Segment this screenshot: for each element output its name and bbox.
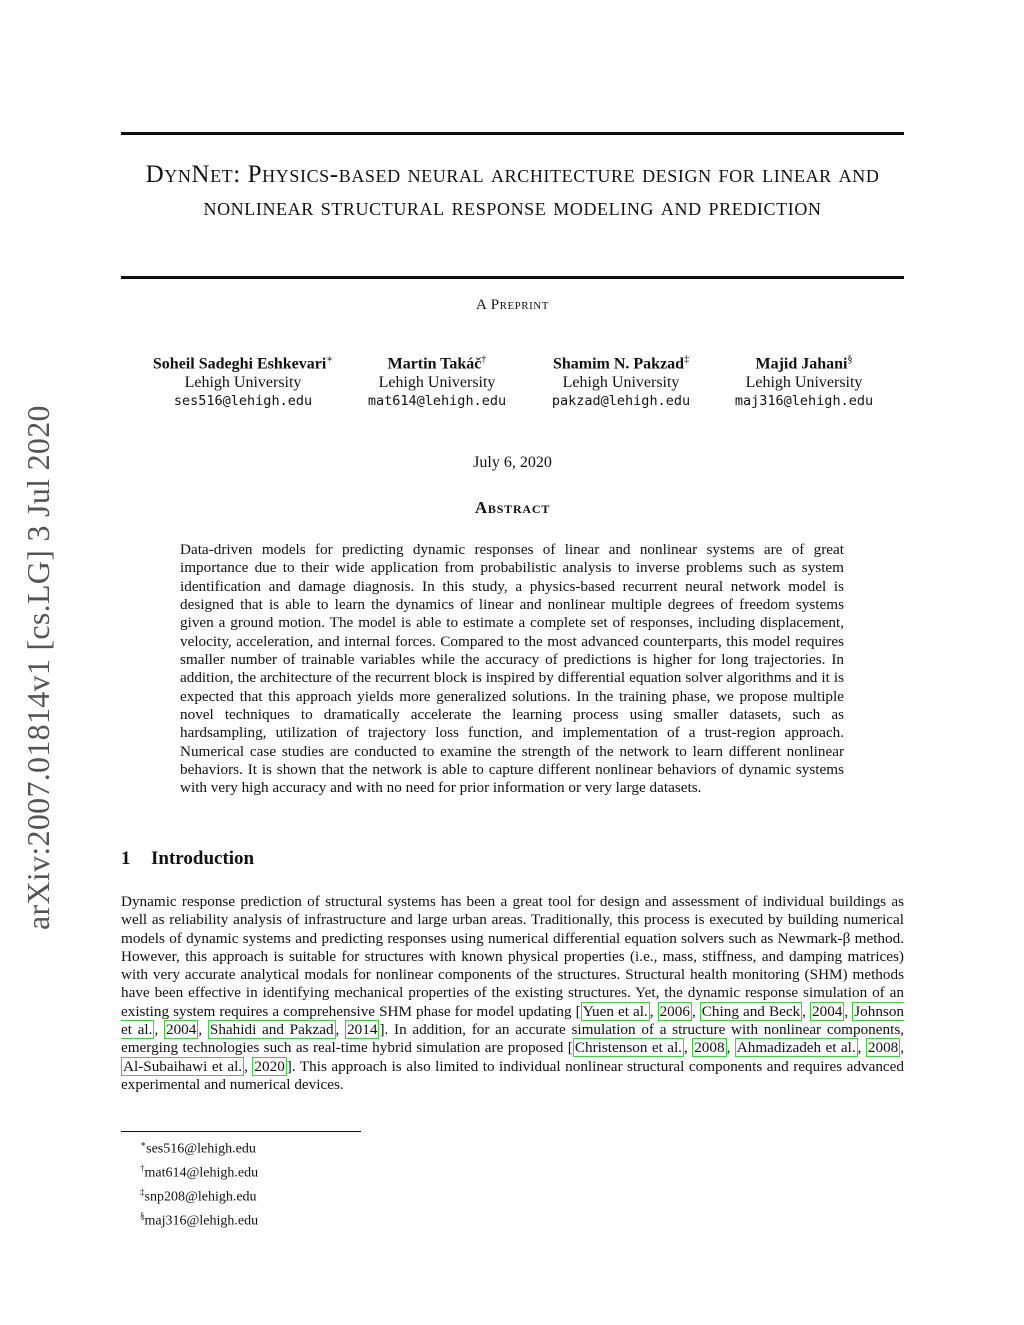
citation-link[interactable]: 2004 bbox=[165, 1021, 197, 1039]
title-bottom-rule bbox=[121, 276, 904, 279]
citation-link[interactable]: Ching and Beck bbox=[701, 1002, 801, 1020]
footnote-rule bbox=[121, 1131, 361, 1132]
paper-title: DynNet: Physics-based neural architecture design for linear and nonlinear structural response modeling and prediction bbox=[145, 161, 880, 221]
introduction-paragraph: Dynamic response prediction of structural systems has been a great tool for design and assessment of individual buildings as well as reliability analysis of infrastructure and large urban areas. Traditionally, this process is executed by building numerical models of dynamic systems and predicting responses using numerical differential equation solvers such as Newmark-β method. However, this approach is suitable for structures with known physical properties (i.e., mass, stiffness, and damping matrices) with very accurate analytical modals for nonlinear components of the structures. Structural health monitoring (SHM) methods have been effective in identifying mechanical properties of the existing structures. Yet, the dynamic response simulation of an existing system requires a comprehensive SHM phase for model updating [ Yuen et al. , 2006 , Ching and Beck , 2004 , Johnson et al. , 2004 , Shahidi and Pakzad , 2014 ]. In addition, for an accurate simulation of a structure with nonlinear components, emerging technologies such as real-time hybrid simulation are proposed [ Christenson et al. , 2008 , Ahmadizadeh et al. , 2008 , Al-Subaihawi et al. , 2020 ]. This approach is also limited to individual nonlinear structural components and requires advanced experimental and numerical devices. bbox=[121, 893, 905, 1093]
author-email: ses516@lehigh.edu bbox=[173, 393, 313, 410]
author-name: Martin Takáč† bbox=[387, 354, 487, 373]
footnote: †mat614@lehigh.edu bbox=[140, 1163, 259, 1181]
footnote: ∗ses516@lehigh.edu bbox=[140, 1139, 256, 1157]
citation-link[interactable]: Yuen et al. bbox=[582, 1002, 648, 1020]
citation-link[interactable]: Christenson et al. bbox=[574, 1039, 682, 1057]
author-affiliation: Lehigh University bbox=[562, 374, 680, 392]
author-block bbox=[704, 350, 904, 411]
abstract-text: Data-driven models for predicting dynamic responses of linear and nonlinear systems are of great importance due to their wide application from probabilistic analysis to inverse problems such as system identification and damage diagnosis. In this study, a physics-based recurrent neural network model is designed that is able to learn the dynamics of linear and nonlinear multiple degrees of freedom systems given a ground motion. The model is able to estimate a complete set of responses, including displacement, velocity, acceleration, and internal forces. Compared to the most advanced counterparts, this model requires smaller number of trainable variables while the accuracy of predictions is higher for long trajectories. In addition, the architecture of the recurrent block is inspired by differential equation solver algorithms and it is expected that this approach yields more generalized solutions. In the training phase, we propose multiple novel techniques to dramatically accelerate the learning process using smaller datasets, such as hardsampling, utilization of trajectory loss function, and implementation of a trust-region approach. Numerical case studies are conducted to examine the strength of the network to learn different nonlinear behaviors. It is shown that the network is able to capture different nonlinear behaviors of dynamic systems with very high accuracy and with no need for prior information or very large datasets. bbox=[180, 541, 844, 797]
citation-link[interactable]: 2008 bbox=[694, 1039, 725, 1057]
citation-link[interactable]: Johnson et al. bbox=[121, 1002, 905, 1039]
citation-link[interactable]: 2014 bbox=[347, 1021, 378, 1039]
abstract-heading: Abstract bbox=[474, 498, 551, 517]
paper-date: July 6, 2020 bbox=[473, 454, 552, 471]
footnote: §maj316@lehigh.edu bbox=[140, 1211, 259, 1230]
citation-link[interactable]: Ahmadizadeh et al. bbox=[736, 1039, 856, 1057]
author-email: pakzad@lehigh.edu bbox=[551, 393, 691, 410]
footnote: ‡snp208@lehigh.edu bbox=[140, 1187, 257, 1205]
citation-link[interactable]: 2020 bbox=[254, 1057, 285, 1075]
author-email: maj316@lehigh.edu bbox=[734, 393, 874, 410]
section-title: Introduction bbox=[151, 848, 255, 869]
author-name: Shamim N. Pakzad‡ bbox=[552, 354, 690, 373]
author-affiliation: Lehigh University bbox=[184, 374, 302, 392]
citation-link[interactable]: Shahidi and Pakzad bbox=[209, 1021, 334, 1039]
author-block bbox=[337, 350, 537, 411]
author-block bbox=[521, 350, 721, 411]
section-heading bbox=[121, 848, 254, 870]
citation-link[interactable]: 2006 bbox=[659, 1002, 690, 1020]
author-name: Soheil Sadeghi Eshkevari∗ bbox=[152, 354, 334, 373]
arxiv-identifier-stamp: arXiv:2007.01814v1 [cs.LG] 3 Jul 2020 bbox=[20, 405, 56, 930]
section-number: 1 bbox=[121, 848, 131, 869]
footnotes bbox=[140, 1135, 258, 1232]
author-name: Majid Jahani§ bbox=[755, 354, 853, 373]
citation-link[interactable]: Al-Subaihawi et al. bbox=[123, 1057, 243, 1075]
author-affiliation: Lehigh University bbox=[745, 374, 863, 392]
preprint-label: A Preprint bbox=[476, 297, 549, 313]
author-block bbox=[143, 350, 343, 411]
author-email: mat614@lehigh.edu bbox=[367, 393, 507, 410]
author-affiliation: Lehigh University bbox=[378, 374, 496, 392]
citation-link[interactable]: 2004 bbox=[812, 1002, 843, 1020]
citation-link[interactable]: 2008 bbox=[867, 1039, 899, 1057]
title-top-rule bbox=[121, 132, 904, 135]
